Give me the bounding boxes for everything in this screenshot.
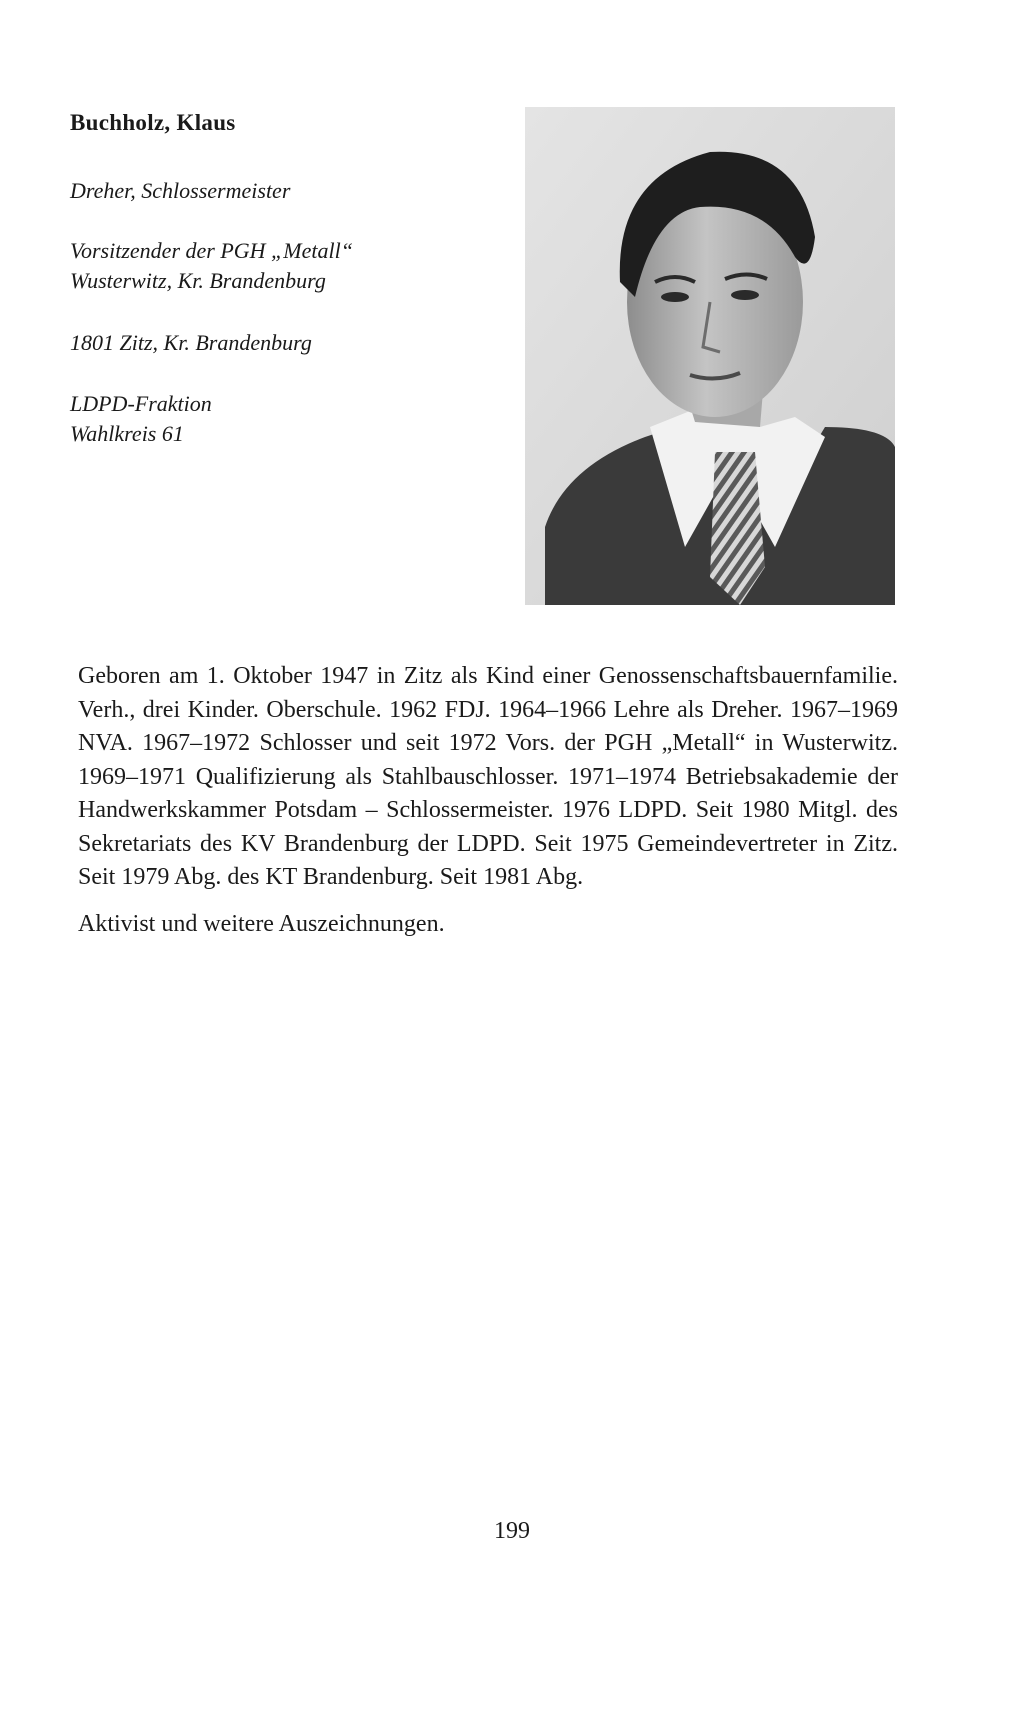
left-eye xyxy=(661,292,689,302)
awards-text: Aktivist und weitere Auszeichnungen. xyxy=(78,911,445,937)
constituency: Wahlkreis 61 xyxy=(70,421,184,446)
portrait-illustration xyxy=(525,107,895,605)
person-name: Buchholz, Klaus xyxy=(70,110,236,135)
biography-text: Geboren am 1. Oktober 1947 in Zitz als Kind einer Genossenschaftsbauernfamilie. Verh., drei Kinder. Oberschule. 1962 FDJ. 1964–1966 Lehre als Dreher. 1967–1969 NVA. 1967–1972 Schlosser und seit 1972 Vors. der PGH „Metall“ in Wusterwitz. 1969–1971 Qualifizierung als Stahlbauschlosser. 1971–1974 Betriebsakademie der Handwerkskammer Potsdam – Schlossermeister. 1976 LDPD. Seit 1980 Mitgl. des Sekretariats des KV Brandenburg der LDPD. Seit 1975 Gemeindevertreter in Zitz. Seit 1979 Abg. des KT Brandenburg. Seit 1981 Abg. xyxy=(78,663,898,890)
faction-block xyxy=(70,389,212,449)
position-block xyxy=(70,236,353,296)
occupation: Dreher, Schlossermeister xyxy=(70,178,291,203)
address: 1801 Zitz, Kr. Brandenburg xyxy=(70,330,312,355)
right-eye xyxy=(731,290,759,300)
page-number: 199 xyxy=(494,1518,530,1544)
position-location: Wusterwitz, Kr. Brandenburg xyxy=(70,268,326,293)
portrait-photo xyxy=(525,107,895,605)
position-title: Vorsitzender der PGH „Metall“ xyxy=(70,238,353,263)
faction: LDPD-Fraktion xyxy=(70,391,212,416)
